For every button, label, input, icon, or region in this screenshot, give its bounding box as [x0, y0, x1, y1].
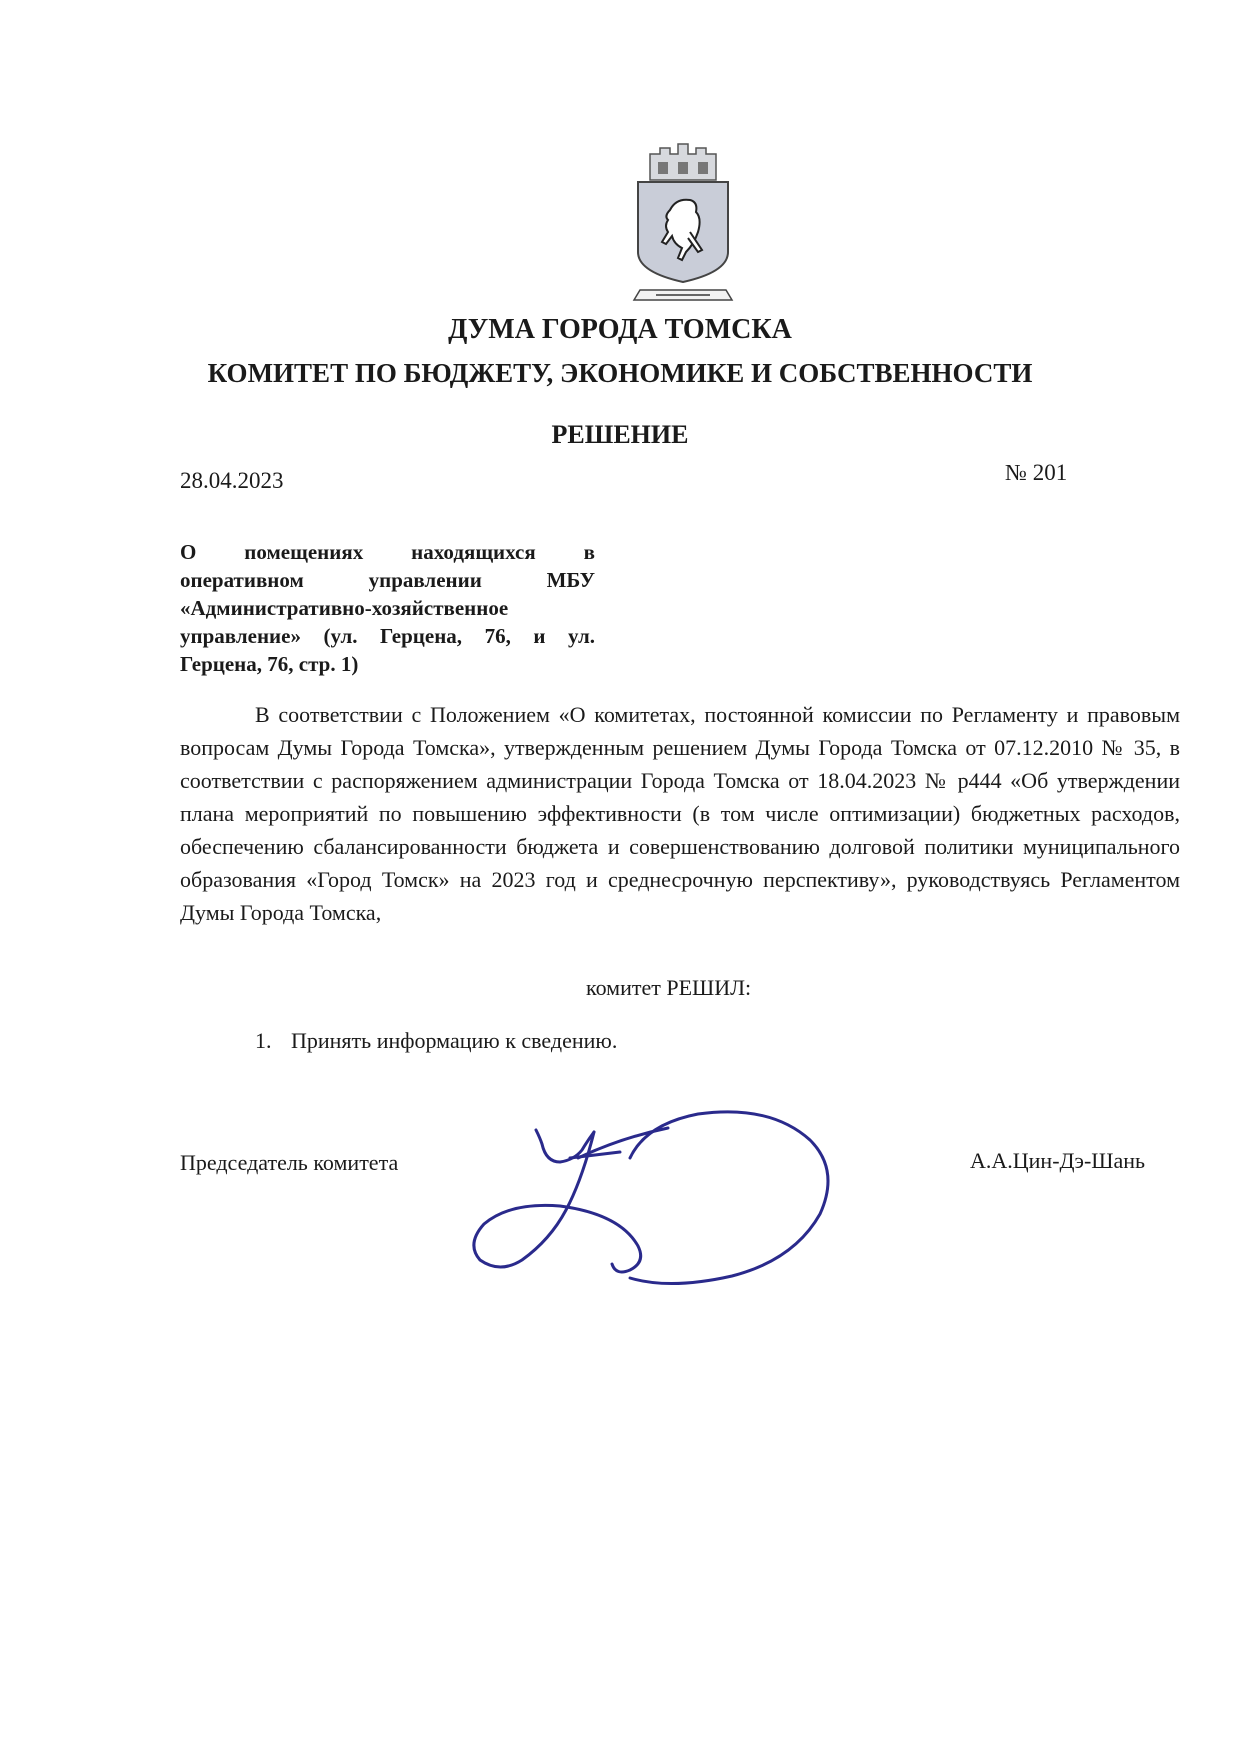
document-date: 28.04.2023: [180, 468, 284, 493]
organization-title: ДУМА ГОРОДА ТОМСКА: [448, 314, 792, 345]
resolved-heading: комитет РЕШИЛ:: [586, 975, 752, 1000]
list-item-number: 1.: [255, 1028, 272, 1053]
document-subject: О помещениях находящихся в оперативном управлении МБУ «Административно-хозяйственное управление» (ул. Герцена, 76, и ул. Герцена, 76, стр. 1): [180, 540, 595, 676]
document-type-title: РЕШЕНИЕ: [551, 420, 689, 449]
list-item-text: Принять информацию к сведению.: [291, 1028, 618, 1053]
committee-title: КОМИТЕТ ПО БЮДЖЕТУ, ЭКОНОМИКЕ И СОБСТВЕННОСТИ: [207, 358, 1033, 388]
list-item: [255, 1028, 617, 1054]
signatory-name: А.А.Цин-Дэ-Шань: [970, 1148, 1146, 1173]
handwritten-signature: [470, 1110, 870, 1300]
tomsk-coat-of-arms-icon: [628, 140, 738, 310]
body-paragraph: В соответствии с Положением «О комитетах, постоянной комиссии по Регламенту и правовым вопросам Думы Города Томска», утвержденным решением Думы Города Томска от 07.12.2010 № 35, в соответствии с распоряжением администрации Города Томска от 18.04.2023 № р444 «Об утверждении плана мероприятий по повышению эффективности (в том числе оптимизации) бюджетных расходов, обеспечению сбалансированности бюджета и совершенствованию долговой политики муниципального образования «Город Томск» на 2023 год и среднесрочную перспективу», руководствуясь Регламентом Думы Города Томска,: [180, 702, 1180, 925]
document-number: № 201: [1005, 460, 1068, 485]
signatory-position: Председатель комитета: [180, 1150, 399, 1175]
